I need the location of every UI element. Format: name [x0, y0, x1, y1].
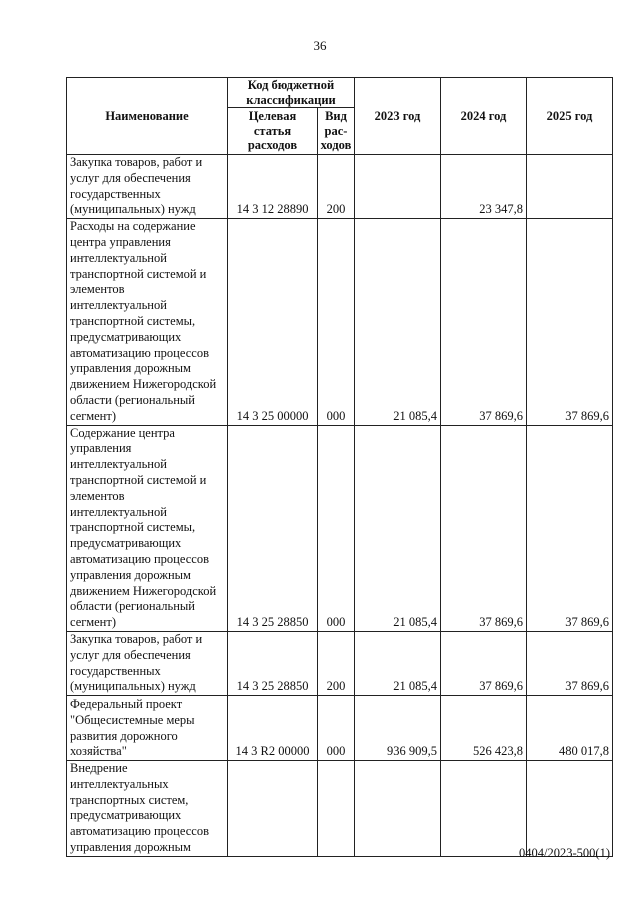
row-2025	[527, 155, 613, 219]
row-2024: 526 423,8	[441, 696, 527, 761]
document-code: 0404/2023-500(1)	[519, 846, 610, 860]
row-2025: 37 869,6	[527, 219, 613, 425]
header-2025: 2025 год	[527, 78, 613, 155]
table-row	[67, 631, 613, 695]
row-2025: 37 869,6	[527, 425, 613, 631]
row-2025: 480 017,8	[527, 696, 613, 761]
row-name: Закупка товаров, работ и услуг для обеспечения государственных (муниципальных) нужд	[67, 155, 228, 219]
row-2023: 936 909,5	[355, 696, 441, 761]
row-2024: 23 347,8	[441, 155, 527, 219]
row-name: Закупка товаров, работ и услуг для обеспечения государственных (муниципальных) нужд	[67, 631, 228, 695]
header-target-article: Целевая статья расходов	[228, 108, 318, 155]
row-type: 200	[318, 155, 355, 219]
row-name: Содержание центра управления интеллектуальной транспортной системой и элементов интеллектуальной транспортной системы, предусматривающих автоматизацию процессов управления дорожным движением Нижегородской области (региональный сегмент)	[67, 425, 228, 631]
row-2023: 21 085,4	[355, 631, 441, 695]
table-row	[67, 219, 613, 425]
table-body	[67, 155, 613, 857]
row-type	[318, 761, 355, 857]
row-2024: 37 869,6	[441, 219, 527, 425]
row-code: 14 3 R2 00000	[228, 696, 318, 761]
page-number: 36	[313, 38, 327, 53]
row-type: 200	[318, 631, 355, 695]
row-name: Внедрение интеллектуальных транспортных систем, предусматривающих автоматизацию процессов управления дорожным	[67, 761, 228, 857]
table-row	[67, 761, 613, 857]
row-2023: 21 085,4	[355, 425, 441, 631]
row-type: 000	[318, 696, 355, 761]
table-row	[67, 696, 613, 761]
row-2023	[355, 155, 441, 219]
row-code: 14 3 25 28850	[228, 425, 318, 631]
row-2024: 37 869,6	[441, 425, 527, 631]
header-expense-type: Вид рас-ходов	[318, 108, 355, 155]
header-name: Наименование	[67, 78, 228, 155]
row-2025	[527, 761, 613, 857]
table-header	[67, 78, 613, 155]
row-type: 000	[318, 425, 355, 631]
row-name: Расходы на содержание центра управления интеллектуальной транспортной системой и элементов интеллектуальной транспортной системы, предусматривающих автоматизацию процессов управления дорожным движением Нижегородской области (региональный сегмент)	[67, 219, 228, 425]
row-code: 14 3 25 28850	[228, 631, 318, 695]
row-2023	[355, 761, 441, 857]
row-code: 14 3 25 00000	[228, 219, 318, 425]
row-2023: 21 085,4	[355, 219, 441, 425]
row-2024: 37 869,6	[441, 631, 527, 695]
row-code: 14 3 12 28890	[228, 155, 318, 219]
row-type: 000	[318, 219, 355, 425]
row-2024	[441, 761, 527, 857]
header-2023: 2023 год	[355, 78, 441, 155]
row-code	[228, 761, 318, 857]
budget-table	[66, 77, 613, 857]
table-row	[67, 155, 613, 219]
row-2025: 37 869,6	[527, 631, 613, 695]
header-budget-code: Код бюджетной классификации	[228, 78, 355, 108]
table-row	[67, 425, 613, 631]
header-2024: 2024 год	[441, 78, 527, 155]
row-name: Федеральный проект "Общесистемные меры развития дорожного хозяйства"	[67, 696, 228, 761]
